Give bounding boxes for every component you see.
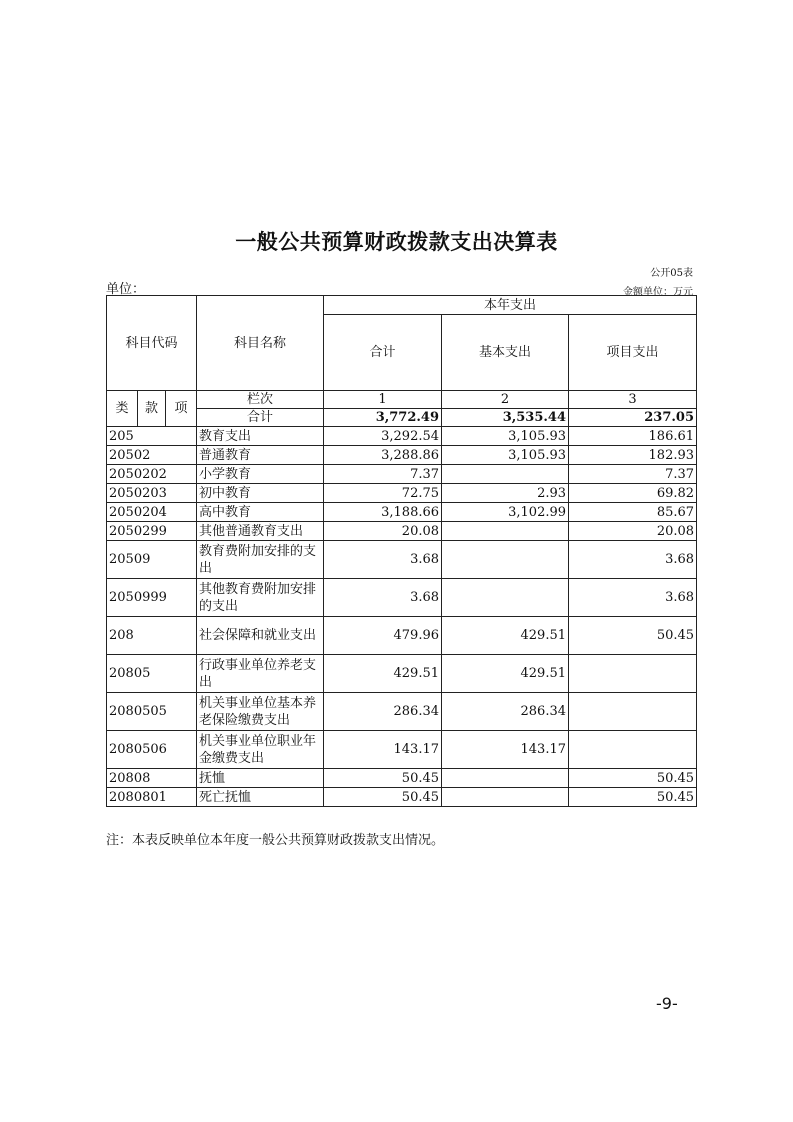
row-basic: 429.51: [442, 655, 569, 693]
sum-basic: 3,535.44: [442, 409, 569, 427]
header-col1: 1: [324, 391, 442, 409]
header-this-year: 本年支出: [324, 296, 697, 315]
row-total: 3,292.54: [324, 427, 442, 446]
sum-total: 3,772.49: [324, 409, 442, 427]
row-total: 7.37: [324, 465, 442, 484]
header-name: 科目名称: [197, 296, 324, 391]
amount-unit: 金额单位：万元: [623, 287, 693, 298]
row-project: 182.93: [569, 446, 697, 465]
row-code: 2050204: [107, 503, 197, 522]
row-name: 高中教育: [197, 503, 324, 522]
row-code: 2080505: [107, 693, 197, 731]
row-code: 2080801: [107, 788, 197, 807]
page-title: 一般公共预算财政拨款支出决算表: [235, 230, 558, 254]
row-project: 7.37: [569, 465, 697, 484]
row-total: 72.75: [324, 484, 442, 503]
row-basic: 2.93: [442, 484, 569, 503]
table-row: [107, 465, 697, 484]
table-row: [107, 484, 697, 503]
table-row: [107, 655, 697, 693]
table-row: [107, 522, 697, 541]
row-project: [569, 731, 697, 769]
row-name: 教育费附加安排的支出: [197, 541, 324, 579]
page-number: -9-: [656, 994, 678, 1013]
row-code: 208: [107, 617, 197, 655]
row-name: 其他教育费附加安排的支出: [197, 579, 324, 617]
row-basic: [442, 579, 569, 617]
row-code: 20502: [107, 446, 197, 465]
sum-project: 237.05: [569, 409, 697, 427]
row-total: 50.45: [324, 788, 442, 807]
row-project: 50.45: [569, 788, 697, 807]
table-row: [107, 788, 697, 807]
header-column-no: 栏次: [197, 391, 324, 409]
row-code: 2050299: [107, 522, 197, 541]
row-total: 3.68: [324, 541, 442, 579]
header-col3: 3: [569, 391, 697, 409]
row-basic: [442, 541, 569, 579]
table-row: [107, 693, 697, 731]
row-basic: 143.17: [442, 731, 569, 769]
header-xiang: 项: [166, 391, 197, 427]
row-basic: 429.51: [442, 617, 569, 655]
table-note: 注：本表反映单位本年度一般公共预算财政拨款支出情况。: [106, 833, 445, 848]
row-basic: [442, 788, 569, 807]
row-basic: 3,102.99: [442, 503, 569, 522]
header-col2: 2: [442, 391, 569, 409]
row-project: 20.08: [569, 522, 697, 541]
header-project: 项目支出: [569, 315, 697, 391]
table-row: [107, 541, 697, 579]
row-name: 其他普通教育支出: [197, 522, 324, 541]
header-code: 科目代码: [107, 296, 197, 391]
row-basic: 3,105.93: [442, 446, 569, 465]
row-code: 2050202: [107, 465, 197, 484]
row-project: 50.45: [569, 617, 697, 655]
row-basic: 3,105.93: [442, 427, 569, 446]
budget-table: [106, 295, 697, 807]
row-total: 143.17: [324, 731, 442, 769]
row-total: 20.08: [324, 522, 442, 541]
table-body: [107, 427, 697, 807]
row-name: 行政事业单位养老支出: [197, 655, 324, 693]
row-total: 479.96: [324, 617, 442, 655]
sum-label: 合计: [197, 409, 324, 427]
table-row: [107, 731, 697, 769]
header-total: 合计: [324, 315, 442, 391]
table-row: [107, 769, 697, 788]
row-name: 抚恤: [197, 769, 324, 788]
row-code: 2050999: [107, 579, 197, 617]
row-project: [569, 655, 697, 693]
row-name: 机关事业单位职业年金缴费支出: [197, 731, 324, 769]
table-row: [107, 503, 697, 522]
table-header: [107, 296, 697, 427]
row-total: 50.45: [324, 769, 442, 788]
header-basic: 基本支出: [442, 315, 569, 391]
row-basic: 286.34: [442, 693, 569, 731]
table-row: [107, 446, 697, 465]
row-basic: [442, 769, 569, 788]
row-code: 20509: [107, 541, 197, 579]
row-project: 3.68: [569, 541, 697, 579]
row-project: 3.68: [569, 579, 697, 617]
row-project: 69.82: [569, 484, 697, 503]
row-name: 社会保障和就业支出: [197, 617, 324, 655]
row-basic: [442, 522, 569, 541]
table-row: [107, 579, 697, 617]
row-code: 2080506: [107, 731, 197, 769]
row-total: 3.68: [324, 579, 442, 617]
row-name: 普通教育: [197, 446, 324, 465]
row-total: 3,288.86: [324, 446, 442, 465]
form-number: 公开05表: [650, 268, 693, 279]
row-project: 50.45: [569, 769, 697, 788]
row-project: [569, 693, 697, 731]
table-row: [107, 617, 697, 655]
row-basic: [442, 465, 569, 484]
row-total: 3,188.66: [324, 503, 442, 522]
row-project: 186.61: [569, 427, 697, 446]
row-code: 20805: [107, 655, 197, 693]
table-row: [107, 427, 697, 446]
row-name: 初中教育: [197, 484, 324, 503]
row-project: 85.67: [569, 503, 697, 522]
unit-label: 单位：: [106, 282, 146, 297]
header-lei: 类: [107, 391, 138, 427]
row-total: 429.51: [324, 655, 442, 693]
row-code: 20808: [107, 769, 197, 788]
row-name: 死亡抚恤: [197, 788, 324, 807]
row-total: 286.34: [324, 693, 442, 731]
row-name: 小学教育: [197, 465, 324, 484]
header-kuan: 款: [138, 391, 166, 427]
row-code: 205: [107, 427, 197, 446]
row-code: 2050203: [107, 484, 197, 503]
row-name: 机关事业单位基本养老保险缴费支出: [197, 693, 324, 731]
row-name: 教育支出: [197, 427, 324, 446]
